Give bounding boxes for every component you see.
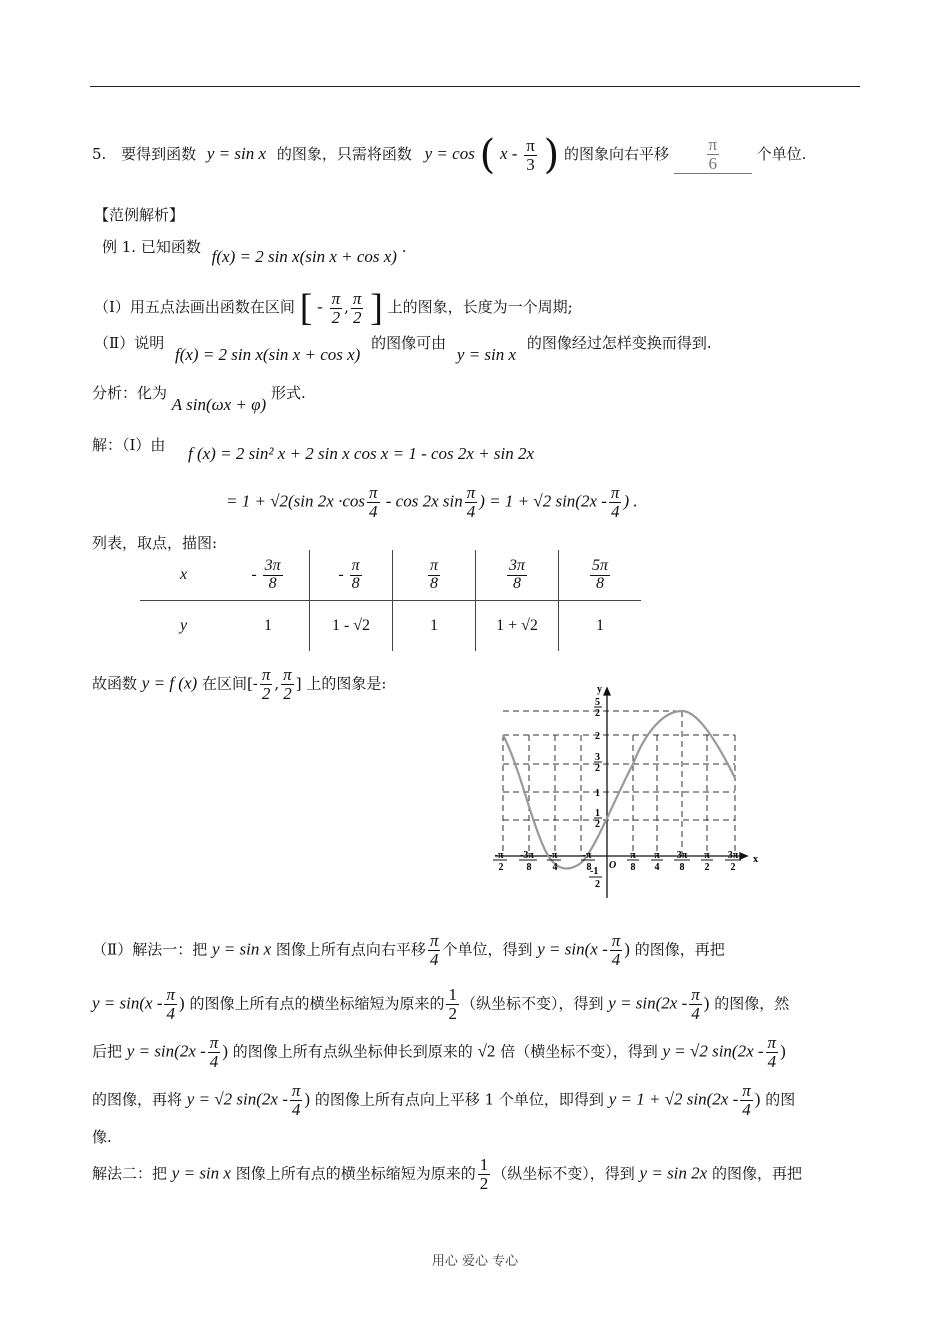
bracket-left: [ — [299, 287, 313, 329]
frac-den: 4 — [369, 501, 378, 521]
frac-num: π — [429, 931, 439, 950]
text: 图像上所有点向右平移 — [275, 940, 426, 959]
frac-num: π — [291, 1081, 301, 1100]
frac-den: 4 — [691, 1003, 700, 1023]
formula-sin: y = sin x — [206, 144, 267, 163]
formula: y = sin(x - — [537, 939, 608, 959]
item-5-mid: 的图象，只需将函数 — [276, 145, 412, 163]
y-tick-1-2-num: 1 — [595, 808, 600, 819]
y-tick-2: 2 — [595, 731, 600, 742]
page-footer: 用心 爱心 专心 — [431, 1254, 519, 1269]
formula-cos: y = cos — [424, 144, 475, 163]
method-1-line-2 — [92, 986, 862, 1023]
text: 解法二：把 — [92, 1164, 168, 1183]
item-5 — [92, 132, 806, 178]
frac-den: 2 — [283, 683, 292, 703]
value-table — [140, 550, 641, 651]
y-tick-3-2-den: 2 — [595, 763, 600, 774]
x-tick-num: π — [704, 850, 710, 861]
bracket-right: ] — [370, 287, 383, 329]
x-tick-num: -3π — [520, 850, 534, 861]
line2-d: ) . — [623, 491, 638, 511]
frac-num: 3π — [264, 556, 281, 574]
section-title: 【范例解析】 — [94, 206, 185, 224]
paren: ) — [222, 1041, 228, 1061]
formula: y = sin(2x - — [608, 993, 688, 1013]
frac-den: 2 — [261, 683, 271, 703]
analysis — [92, 382, 306, 414]
interval-minus: - — [317, 297, 323, 316]
y-tick-1-2-den: 2 — [595, 819, 600, 830]
text: 倍（横坐标不变），得到 — [500, 1042, 658, 1061]
part-2-formula2: y = sin x — [456, 345, 517, 364]
frac-den: 4 — [610, 501, 620, 521]
part-1: （Ⅰ）用五点法画出函数在区间 [ - $\frac{\pi}{2}$ , $\frac{\pi}{2}$ ] 上的图象，长度为一个周期; — [94, 287, 573, 329]
frac-num: 3π — [508, 556, 525, 574]
y-tick-neg-den: 2 — [595, 879, 600, 890]
y-tick-5-2-num: 5 — [595, 697, 600, 708]
frac-den: 2 — [352, 307, 362, 327]
frac-den: 2 — [479, 1173, 489, 1193]
x-tick-num: -π — [582, 850, 592, 861]
frac-num: π — [351, 556, 360, 574]
x-tick-num: -π — [548, 850, 558, 861]
list-label: 列表，取点，描图: — [92, 534, 218, 552]
frac-num: π — [368, 483, 378, 502]
line2-a: = 1 + √2(sin 2x ·cos — [226, 491, 365, 511]
analysis-formula: A sin(ωx + φ) — [171, 395, 267, 414]
method-1-line-3 — [92, 1034, 862, 1071]
item-number: 5. — [92, 145, 107, 163]
frac-den: 2 — [331, 307, 341, 327]
graph-caption — [92, 666, 386, 703]
x-tick-den: 4 — [654, 862, 660, 873]
example-label: 例 1. 已知函数 — [102, 238, 201, 256]
paren: ) — [754, 1089, 761, 1109]
sine-graph — [485, 678, 760, 903]
frac-den: 4 — [611, 949, 621, 969]
text: 图像上所有点的横坐标缩短为原来的 — [235, 1164, 476, 1183]
solution-line-2 — [226, 484, 638, 521]
text: （纵坐标不变），得到 — [492, 1164, 635, 1183]
table-cell: 1 — [264, 617, 272, 634]
frac-num: π — [352, 288, 362, 308]
pi-over-3 — [524, 137, 537, 174]
x-tick-den: 8 — [679, 862, 685, 873]
origin-label: O — [609, 860, 617, 871]
x-tick-num: π — [630, 850, 636, 861]
part-2-label: （Ⅱ）说明 — [94, 334, 165, 352]
x-tick-num: π — [654, 850, 660, 861]
analysis-tail: 形式. — [271, 384, 306, 402]
table-cell — [227, 550, 310, 601]
caption-formula: y = f (x) — [141, 673, 198, 693]
example-formula: f(x) = 2 sin x(sin x + cos x) — [211, 247, 397, 266]
paren: ) — [304, 1089, 311, 1109]
formula: y = sin(2x - — [126, 1041, 206, 1061]
frac-num: π — [429, 556, 438, 574]
line2-b: - cos 2x sin — [385, 491, 463, 511]
caption-sep: , — [274, 674, 280, 693]
method-2-line-1 — [92, 1156, 862, 1193]
table-row-y — [140, 601, 641, 652]
method-1-line-1 — [92, 932, 862, 969]
part-1-tail: 上的图象，长度为一个周期; — [387, 298, 573, 316]
x-tick-den: 2 — [498, 862, 504, 873]
part-1-label: （Ⅰ）用五点法画出函数在区间 — [94, 298, 295, 316]
caption-tail: ] 上的图象是: — [295, 674, 387, 693]
frac-num: 1 — [479, 1155, 489, 1174]
formula: y = 1 + √2 sin(2x - — [608, 1089, 739, 1109]
table-cell — [310, 550, 393, 601]
text: （Ⅱ）解法一：把 — [92, 940, 208, 959]
table-cell: 1 — [559, 601, 642, 652]
text: 的图像，再将 — [92, 1090, 183, 1109]
frac-den: 4 — [291, 1099, 301, 1119]
header-rule — [90, 86, 860, 87]
table-cell — [559, 550, 642, 601]
example-end: . — [401, 238, 407, 256]
cell-sign: - — [338, 565, 344, 583]
text: 的图像，然 — [714, 994, 790, 1013]
y-tick-neg-num: -1 — [590, 866, 599, 877]
table-cell — [476, 550, 559, 601]
solution-label: 解：（Ⅰ）由 — [92, 436, 166, 454]
caption-pre: 故函数 — [92, 674, 138, 693]
formula: y = sin x — [171, 1163, 231, 1183]
formula: √2 — [477, 1041, 496, 1061]
paren: ) — [780, 1041, 786, 1061]
x-tick-den: 8 — [586, 862, 592, 873]
table-row-x — [140, 550, 641, 601]
x-tick-num: 3π — [676, 850, 688, 861]
caption-mid: 在区间[- — [201, 674, 258, 693]
x-tick-den: 8 — [526, 862, 532, 873]
formula: y = √2 sin(2x - — [186, 1089, 288, 1109]
x-tick-den: 2 — [704, 862, 710, 873]
text: 的图 — [765, 1090, 796, 1109]
formula: y = √2 sin(2x - — [662, 1041, 764, 1061]
formula: y = sin x — [211, 939, 272, 959]
text: 的图像上所有点的横坐标缩短为原来的 — [189, 994, 445, 1013]
paren: ) — [624, 939, 630, 959]
x-axis-label: x — [753, 854, 758, 865]
analysis-label: 分析：化为 — [92, 384, 168, 402]
item-5-mid2: 的图象向右平移 — [564, 145, 670, 163]
text: （纵坐标不变），得到 — [460, 994, 604, 1013]
frac-num: π — [261, 665, 271, 684]
item-5-tail: 个单位. — [756, 145, 807, 163]
left-paren: ( — [479, 132, 496, 178]
answer-blank — [674, 136, 752, 174]
x-tick-num: 3π — [727, 850, 739, 861]
text: 个单位，得到 — [442, 940, 533, 959]
paren: ) — [179, 993, 185, 1013]
y-tick-1: 1 — [595, 788, 600, 799]
frac-num: π — [331, 288, 341, 308]
x-tick-labels — [493, 850, 741, 873]
frac-den: 4 — [166, 1003, 175, 1023]
frac-num: 1 — [448, 985, 457, 1004]
frac-den: 4 — [429, 949, 439, 969]
formula-cos-arg: x - — [499, 144, 518, 163]
frac-num: π — [283, 665, 292, 684]
right-paren: ) — [543, 132, 560, 178]
solution-line-1: f (x) = 2 sin² x + 2 sin x cos x = 1 - cos 2x + sin 2x — [188, 444, 535, 463]
frac-num: π — [209, 1033, 219, 1052]
part-2-mid: 的图像可由 — [371, 334, 447, 352]
paren: ) — [703, 993, 710, 1013]
formula: y = sin(x - — [92, 993, 163, 1013]
frac-den: 4 — [209, 1051, 219, 1071]
y-axis-label: y — [597, 684, 602, 695]
method-1-line-5: 像. — [92, 1128, 112, 1146]
frac-den: 8 — [268, 574, 277, 592]
frac-den: 8 — [595, 574, 604, 592]
frac-num: π — [466, 483, 476, 502]
frac-num: π — [526, 135, 535, 155]
header-x: x — [140, 550, 227, 601]
table-cell — [393, 550, 476, 601]
text: 后把 — [92, 1042, 123, 1061]
frac-num: π — [691, 985, 700, 1004]
frac-den: 8 — [351, 574, 360, 592]
frac-den: 4 — [767, 1051, 777, 1071]
frac-den: 8 — [429, 574, 438, 592]
x-tick-den: 2 — [730, 862, 736, 873]
part-2-formula: f(x) = 2 sin x(sin x + cos x) — [174, 345, 361, 364]
cell-sign: - — [251, 565, 257, 583]
part-2-tail: 的图像经过怎样变换而得到. — [526, 334, 712, 352]
x-tick-num: -π — [494, 850, 504, 861]
text: 的图像，再把 — [711, 1164, 802, 1183]
answer-num: π — [708, 135, 718, 155]
frac-den: 8 — [512, 574, 521, 592]
frac-num: π — [767, 1033, 777, 1052]
part-2 — [94, 332, 712, 364]
x-tick-den: 8 — [630, 862, 636, 873]
frac-num: π — [742, 1081, 751, 1100]
frac-num: π — [610, 483, 620, 502]
text: 的图像上所有点向上平移 1 个单位，即得到 — [314, 1090, 604, 1109]
table-cell: 1 — [393, 601, 476, 652]
header-y: y — [179, 617, 188, 634]
frac-den: 3 — [526, 154, 535, 174]
table-cell: 1 + √2 — [476, 601, 559, 652]
answer-den: 6 — [708, 154, 718, 173]
frac-num: π — [611, 931, 621, 950]
frac-den: 4 — [742, 1099, 751, 1119]
frac-den: 2 — [448, 1003, 457, 1023]
frac-num: π — [166, 985, 176, 1004]
x-tick-den: 4 — [552, 862, 558, 873]
y-tick-5-2-den: 2 — [595, 708, 600, 719]
formula: y = sin 2x — [639, 1163, 708, 1183]
text: 的图像，再把 — [634, 940, 725, 959]
text: 的图像上所有点纵坐标伸长到原来的 — [232, 1042, 473, 1061]
table-cell: 1 - √2 — [310, 601, 393, 652]
frac-num: 5π — [591, 556, 608, 574]
y-tick-3-2-num: 3 — [595, 752, 600, 763]
example-1 — [102, 236, 407, 266]
line2-c: ) = 1 + √2 sin(2x - — [479, 491, 607, 511]
method-1-line-4 — [92, 1082, 862, 1119]
item-5-lead: 要得到函数 — [121, 145, 197, 163]
frac-den: 4 — [466, 501, 476, 521]
